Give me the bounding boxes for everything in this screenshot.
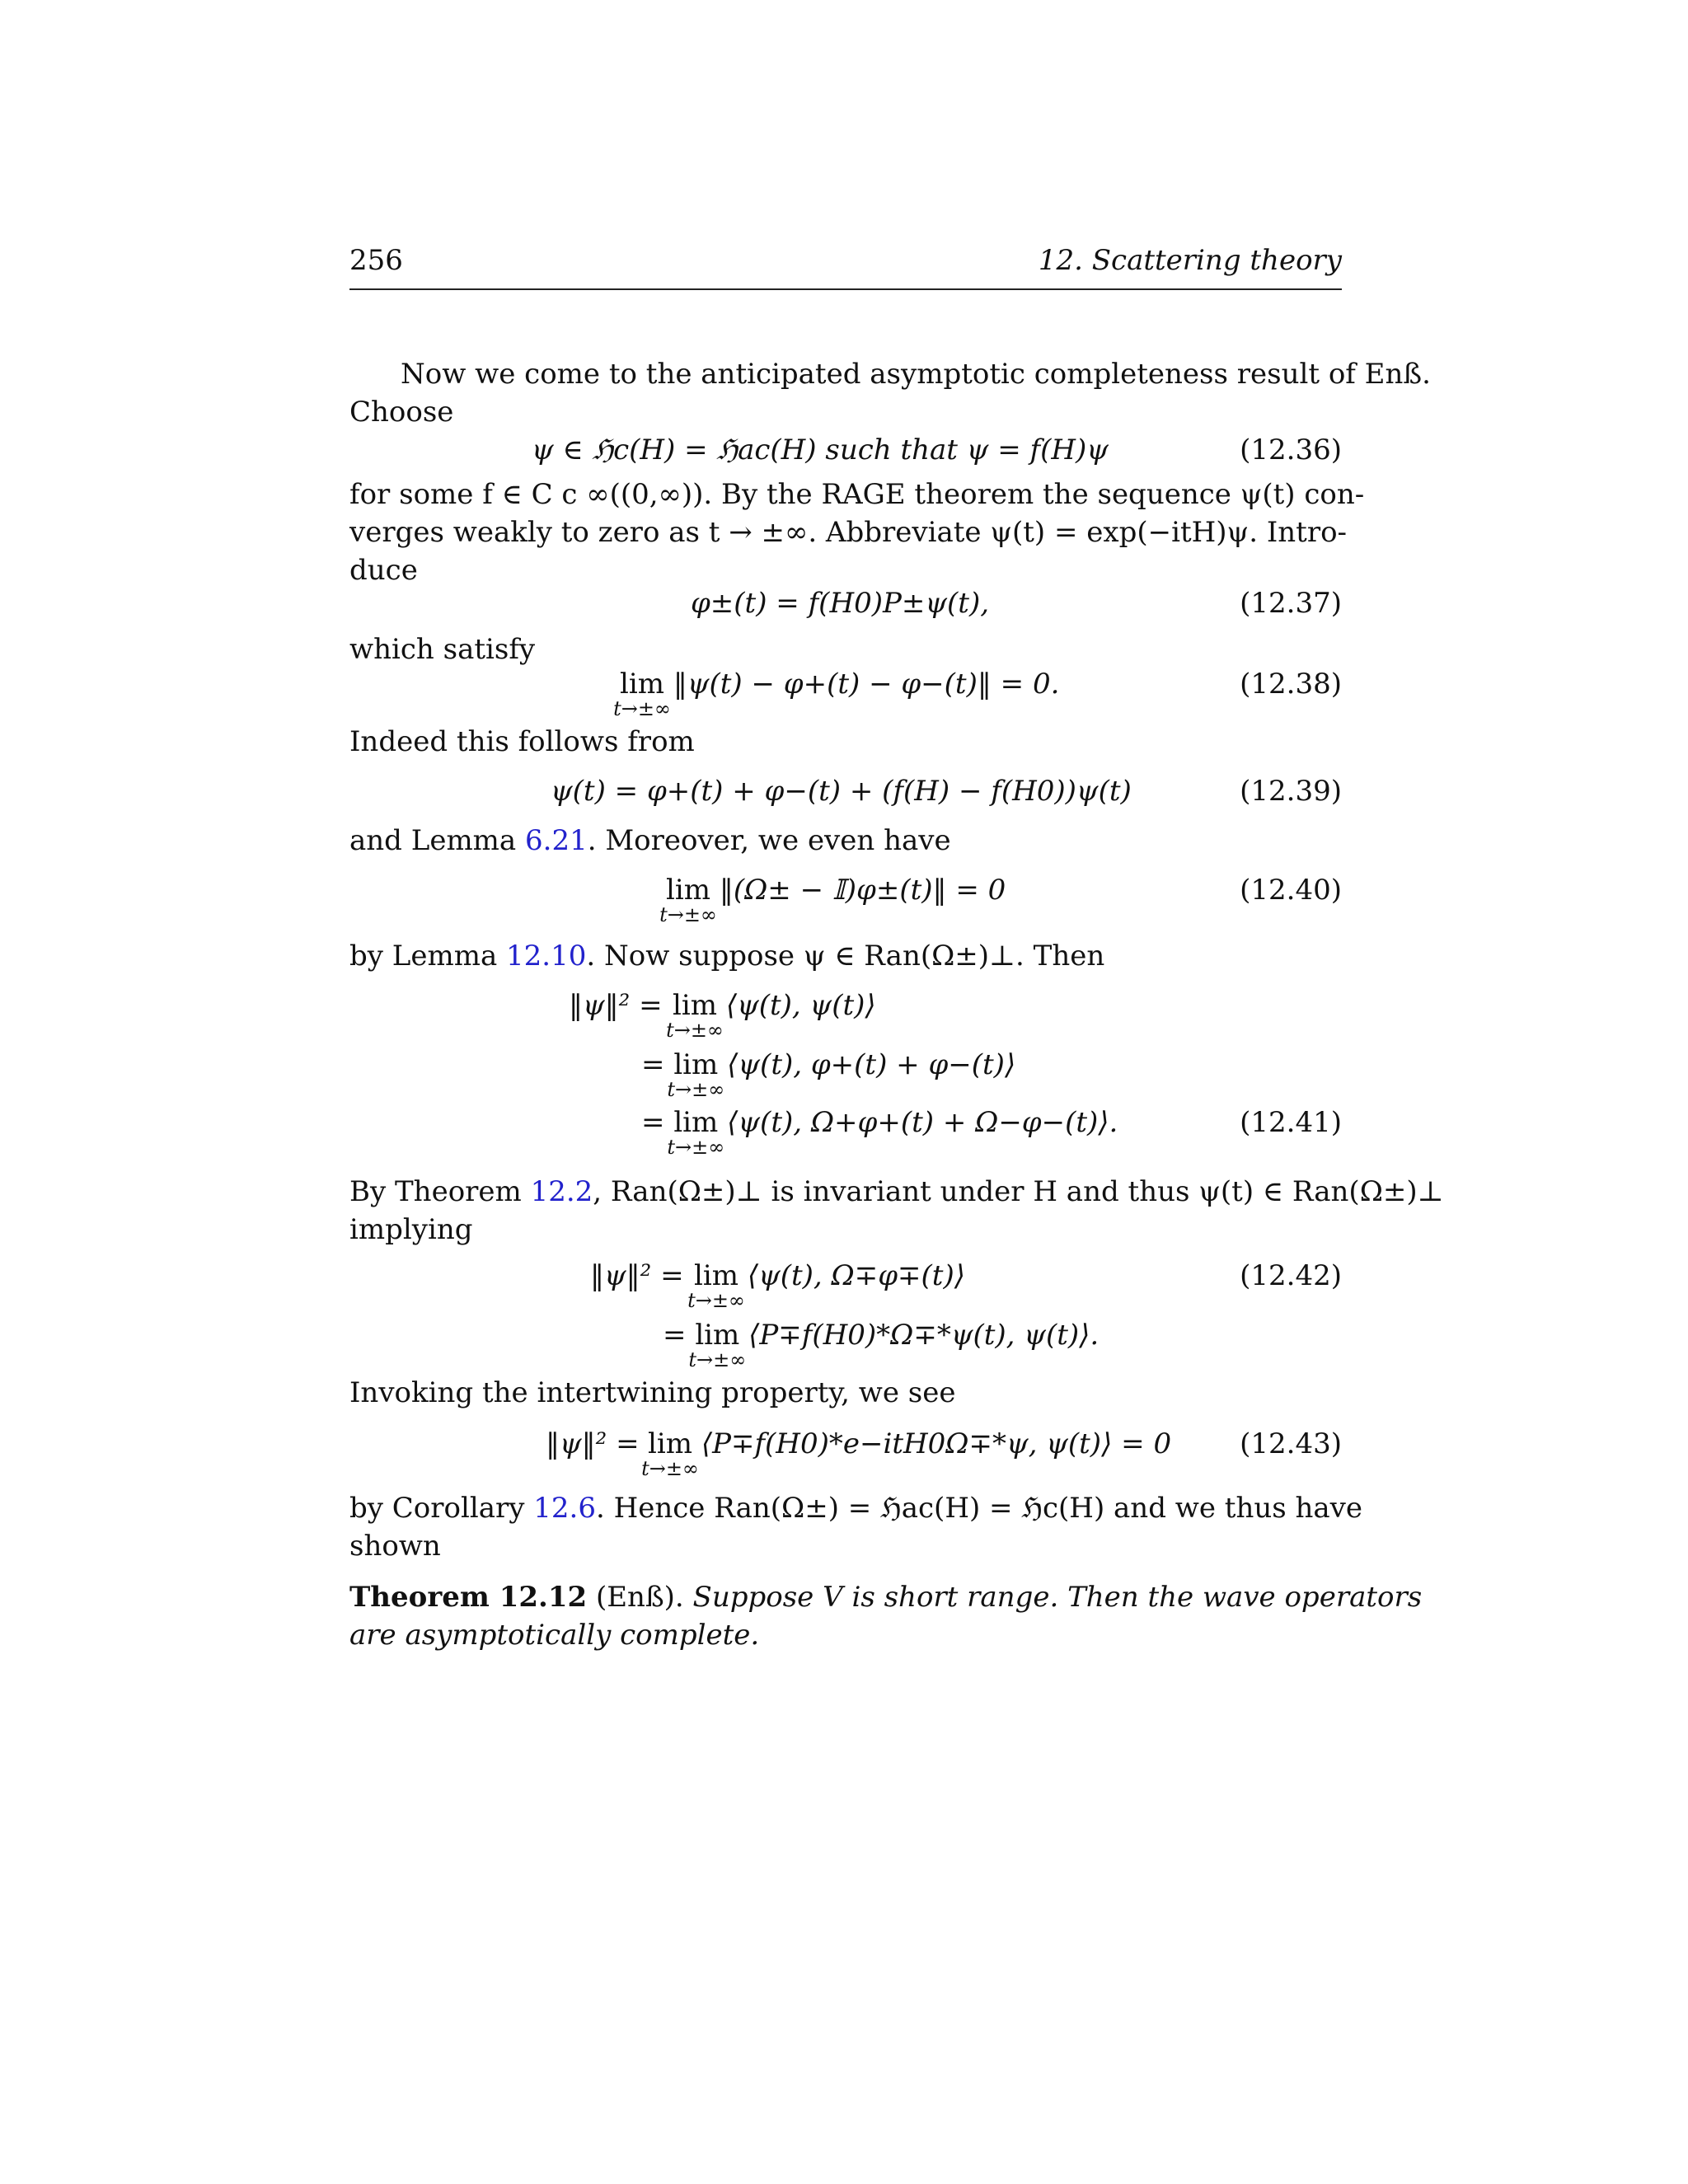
equation-number: (12.37) [1240, 587, 1342, 620]
theorem-link[interactable]: 12.2 [530, 1175, 593, 1208]
paragraph-line: for some f ∈ C c ∞((0,∞)). By the RAGE theorem the sequence ψ(t) con- [349, 478, 1365, 511]
equation-12-43: lim t→±∞ ⟨P∓f(H0)*e−itH0Ω∓*ψ, ψ(t)⟩ = 0 [641, 1427, 1172, 1480]
page-number: 256 [349, 244, 403, 277]
equation-12-38: lim t→±∞ ‖ψ(t) − φ+(t) − φ−(t)‖ = 0. [613, 668, 1060, 720]
equation-12-42-line1: lim t→±∞ ⟨ψ(t), Ω∓φ∓(t)⟩ [687, 1259, 965, 1312]
theorem-label: Theorem 12.12 [349, 1581, 588, 1614]
corollary-link[interactable]: 12.6 [533, 1492, 596, 1525]
paragraph-line: verges weakly to zero as t → ±∞. Abbreviate ψ(t) = exp(−itH)ψ. Intro- [349, 516, 1348, 549]
lemma-link[interactable]: 12.10 [506, 940, 587, 972]
equation-number: (12.38) [1240, 668, 1342, 701]
equation-12-43-lhs: ‖ψ‖² = [546, 1427, 640, 1460]
equation-12-41-line3: = lim t→±∞ ⟨ψ(t), Ω+φ+(t) + Ω−φ−(t)⟩. [641, 1106, 1118, 1159]
paragraph-line: and Lemma 6.21. Moreover, we even have [349, 824, 951, 857]
equation-12-41-lhs: ‖ψ‖² = [569, 989, 663, 1022]
paragraph-line: by Corollary 12.6. Hence Ran(Ω±) = ℌac(H) = ℌc(H) and we thus have [349, 1492, 1363, 1525]
equation-number: (12.40) [1240, 874, 1342, 907]
running-header [349, 244, 1342, 290]
theorem-statement: Theorem 12.12 (Enß). Suppose V is short range. Then the wave operators [349, 1581, 1423, 1614]
equation-number: (12.43) [1240, 1427, 1342, 1460]
paragraph-line: duce [349, 554, 418, 587]
equation-12-41-line2: = lim t→±∞ ⟨ψ(t), φ+(t) + φ−(t)⟩ [641, 1048, 1016, 1101]
chapter-title: 12. Scattering theory [1038, 244, 1342, 277]
equation-12-42-lhs: ‖ψ‖² = [590, 1259, 684, 1292]
equation-number: (12.39) [1240, 775, 1342, 808]
equation-12-36: ψ ∈ ℌc(H) = ℌac(H) such that ψ = f(H)ψ [532, 434, 1109, 466]
paragraph-line: which satisfy [349, 633, 536, 666]
lemma-link[interactable]: 6.21 [525, 824, 588, 857]
paragraph-line: Choose [349, 396, 454, 429]
equation-12-37: φ±(t) = f(H0)P±ψ(t), [691, 587, 990, 620]
equation-12-39: ψ(t) = φ+(t) + φ−(t) + (f(H) − f(H0))ψ(t) [551, 775, 1132, 808]
paragraph-line: Now we come to the anticipated asymptotic completeness result of Enß. [401, 358, 1431, 391]
equation-number: (12.36) [1240, 434, 1342, 466]
paragraph-line: by Lemma 12.10. Now suppose ψ ∈ Ran(Ω±)⊥. Then [349, 940, 1105, 972]
paragraph-line: implying [349, 1213, 473, 1246]
equation-12-40: lim t→±∞ ‖(Ω± − 𝕀)φ±(t)‖ = 0 [659, 874, 1006, 926]
equation-12-42-line2: = lim t→±∞ ⟨P∓f(H0)*Ω∓*ψ(t), ψ(t)⟩. [663, 1319, 1100, 1371]
paragraph-line: Invoking the intertwining property, we see [349, 1376, 956, 1409]
theorem-statement-line: are asymptotically complete. [349, 1619, 760, 1652]
limit-operator: lim t→±∞ [659, 874, 717, 926]
paragraph-line: By Theorem 12.2, Ran(Ω±)⊥ is invariant under H and thus ψ(t) ∈ Ran(Ω±)⊥ [349, 1175, 1444, 1208]
limit-operator: lim t→±∞ [613, 668, 671, 720]
paragraph-line: shown [349, 1530, 441, 1563]
paragraph-line: Indeed this follows from [349, 725, 695, 758]
equation-12-41-line1: lim t→±∞ ⟨ψ(t), ψ(t)⟩ [666, 989, 876, 1042]
equation-number: (12.42) [1240, 1259, 1342, 1292]
equation-number: (12.41) [1240, 1106, 1342, 1139]
